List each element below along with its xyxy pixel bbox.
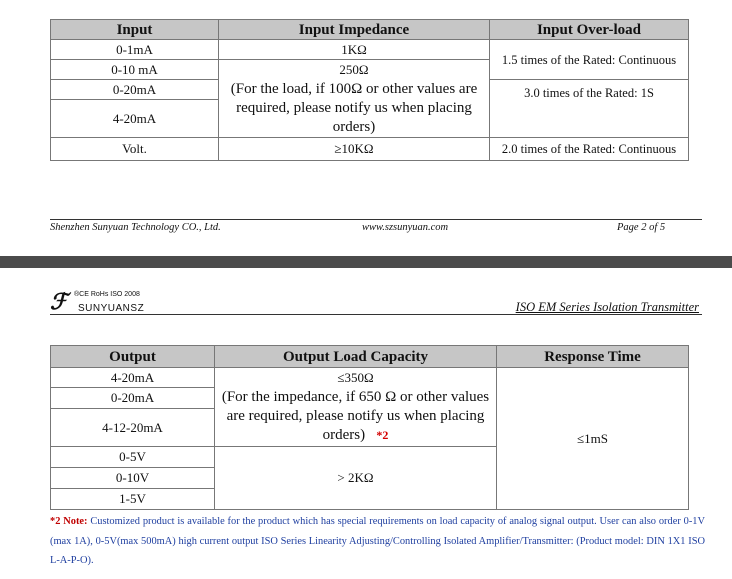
brand-name: SUNYUANSZ <box>78 303 145 314</box>
footer-website: www.szsunyuan.com <box>362 222 449 233</box>
series-title: ISO EM Series Isolation Transmitter <box>515 300 699 314</box>
load-capacity-cell <box>215 368 497 447</box>
impedance-cell: 1KΩ <box>219 40 490 60</box>
footer-company: Shenzhen Sunyuan Technology CO., Ltd. <box>50 222 221 233</box>
logo-icon: ℱ <box>50 289 68 314</box>
col-header-output: Output <box>51 346 215 368</box>
overload-cell: 1.5 times of the Rated: Continuous <box>490 40 689 80</box>
output-spec-table <box>50 345 689 510</box>
response-time-cell: ≤1mS <box>497 368 689 510</box>
page-break-bar <box>0 256 732 268</box>
input-spec-table <box>50 19 689 161</box>
overload-cell: 3.0 times of the Rated: 1S <box>490 80 689 138</box>
input-cell: 4-20mA <box>51 100 219 138</box>
output-cell: 0-5V <box>51 447 215 468</box>
footnote <box>50 512 705 571</box>
output-cell: 4-20mA <box>51 368 215 388</box>
output-cell: 0-20mA <box>51 388 215 409</box>
impedance-note: (For the load, if 100Ω or other values are required, please notify us when placing orders) <box>230 81 478 135</box>
output-cell: 1-5V <box>51 489 215 510</box>
company-logo <box>50 290 170 316</box>
output-cell: 4-12-20mA <box>51 409 215 447</box>
footnote-text: Customized product is available for the product which has special requirements on load capacity of analog signal output. User can also order 0-1V (max 1A), 0-5V(max 500mA) high current output ISO Series Linearity Adjusting/Controlling Isolated Amplifier/Transmitter: (Product model: DIN 1X1 ISO L-A-P-O). <box>50 516 705 567</box>
input-cell: 0-10 mA <box>51 60 219 80</box>
col-header-response-time: Response Time <box>497 346 689 368</box>
load-note: (For the impedance, if 650 Ω or other values are required, please notify us when placing orders) <box>221 389 490 443</box>
input-cell: Volt. <box>51 138 219 161</box>
input-cell: 0-20mA <box>51 80 219 100</box>
footer-divider <box>50 219 702 220</box>
footnote-label: *2 Note: <box>50 516 88 527</box>
input-cell: 0-1mA <box>51 40 219 60</box>
header-divider <box>50 314 702 315</box>
col-header-impedance: Input Impedance <box>219 20 490 40</box>
col-header-overload: Input Over-load <box>490 20 689 40</box>
col-header-input: Input <box>51 20 219 40</box>
load-voltage-cell: > 2KΩ <box>215 447 497 510</box>
col-header-load-capacity: Output Load Capacity <box>215 346 497 368</box>
load-note-wrap <box>215 388 496 445</box>
impedance-value: 250Ω <box>339 62 369 77</box>
output-cell: 0-10V <box>51 468 215 489</box>
load-note-mark: *2 <box>376 428 389 442</box>
load-current-value: ≤350Ω <box>337 370 374 385</box>
footer-page-number: Page 2 of 5 <box>617 222 666 233</box>
impedance-cell: ≥10KΩ <box>219 138 490 161</box>
impedance-cell <box>219 60 490 138</box>
overload-cell: 2.0 times of the Rated: Continuous <box>490 138 689 161</box>
certification-marks: ®CE RoHs ISO 2008 <box>74 291 140 298</box>
